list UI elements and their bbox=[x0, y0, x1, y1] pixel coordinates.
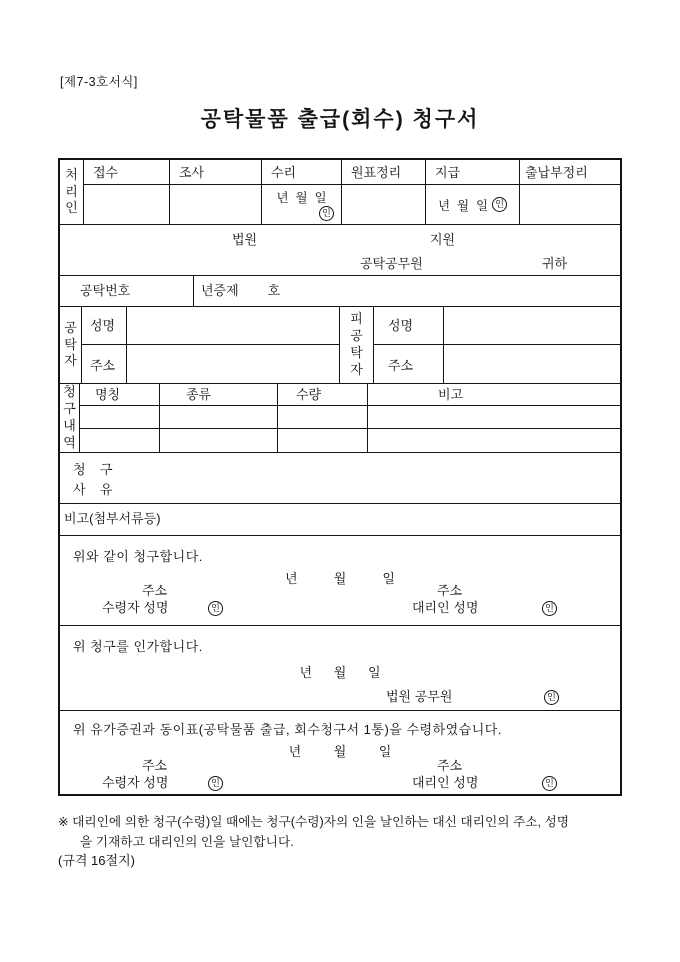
depositee-name-label: 성명 bbox=[374, 307, 443, 345]
request-date-line: 년 월 일 bbox=[285, 571, 395, 586]
processing-side-label: 처리인 bbox=[60, 160, 84, 224]
processing-header-review: 조사 bbox=[170, 160, 261, 185]
processing-cell-ledger bbox=[342, 185, 425, 224]
claim-cell-quantity bbox=[278, 406, 368, 428]
request-recipient-signature bbox=[102, 582, 223, 616]
receipt-recipient-signature bbox=[102, 757, 223, 791]
claim-reason-label-line2: 사 유 bbox=[73, 482, 113, 497]
receipt-statement: 위 유가증권과 동이표(공탁물품 출급, 회수청구서 1통)을 수령하였습니다. bbox=[73, 722, 502, 737]
branch-label: 지원 bbox=[430, 232, 456, 247]
recipient-addr-label: 주소 bbox=[142, 758, 168, 773]
payment-date-label: 년 월 일 bbox=[437, 198, 489, 213]
depositor-addr-cell bbox=[127, 345, 339, 383]
agent-addr-label: 주소 bbox=[437, 583, 463, 598]
claim-cell-name bbox=[80, 406, 160, 428]
claim-row bbox=[80, 406, 620, 429]
court-section bbox=[60, 224, 620, 275]
depositor-addr-label: 주소 bbox=[90, 357, 116, 373]
depositor-values bbox=[127, 307, 340, 383]
footnote-line2: 을 기재하고 대리인의 인을 날인합니다. bbox=[80, 835, 294, 849]
depositee-values bbox=[444, 307, 620, 383]
court-officer-label: 법원 공무원 bbox=[386, 689, 453, 704]
processing-header-receipt: 접수 bbox=[84, 160, 169, 185]
processing-col-acceptance bbox=[262, 160, 342, 224]
processing-cell-payment bbox=[426, 185, 519, 224]
claim-details-table bbox=[80, 384, 620, 452]
approval-date-line: 년 월 일 bbox=[299, 665, 381, 680]
processing-section bbox=[60, 160, 620, 224]
form-code-label: [제7-3호서식] bbox=[60, 75, 138, 89]
deposit-number-label: 공탁번호 bbox=[60, 276, 194, 306]
receipt-date-line: 년 월 일 bbox=[288, 744, 392, 759]
court-label: 법원 bbox=[232, 232, 258, 247]
depositee-label: 피공탁자 bbox=[340, 307, 374, 383]
request-agent-signature bbox=[412, 582, 557, 616]
deposit-officer-label: 공탁공무원 bbox=[360, 256, 423, 271]
depositor-label: 공탁자 bbox=[60, 307, 82, 383]
seal-icon: 인 bbox=[208, 776, 223, 791]
processing-col-ledger bbox=[342, 160, 426, 224]
request-section bbox=[60, 535, 620, 625]
claim-cell-kind bbox=[160, 406, 278, 428]
footnote bbox=[58, 812, 628, 852]
depositor-name-cell bbox=[127, 307, 339, 345]
claim-details-side-label: 청구내역 bbox=[60, 384, 80, 452]
processing-header-payment: 지급 bbox=[426, 160, 519, 185]
remarks-section bbox=[60, 503, 620, 535]
agent-name-label: 대리인 성명 bbox=[412, 775, 479, 790]
claim-details-header-row bbox=[80, 384, 620, 406]
honorific-label: 귀하 bbox=[542, 256, 568, 271]
depositee-field-labels bbox=[374, 307, 444, 383]
processing-cell-acceptance bbox=[262, 185, 341, 224]
agent-name-label: 대리인 성명 bbox=[412, 600, 479, 615]
page-title: 공탁물품 출급(회수) 청구서 bbox=[200, 108, 480, 131]
request-statement: 위와 같이 청구합니다. bbox=[73, 549, 203, 564]
court-officer-signature bbox=[386, 686, 559, 705]
seal-icon: 인 bbox=[208, 601, 223, 616]
deposit-number-value: 년증제 호 bbox=[201, 283, 281, 298]
seal-icon: 인 bbox=[492, 197, 507, 212]
recipient-name-label: 수령자 성명 bbox=[102, 600, 169, 615]
approval-statement: 위 청구를 인가합니다. bbox=[73, 639, 203, 654]
deposit-number-section bbox=[60, 275, 620, 306]
footnote-line1: ※ 대리인에 의한 청구(수령)일 때에는 청구(수령)자의 인을 날인하는 대신 대리인의 주소, 성명 bbox=[58, 815, 570, 829]
depositee-addr-cell bbox=[444, 345, 620, 383]
paper-spec-note: (규격 16절지) bbox=[58, 853, 135, 868]
recipient-name-label: 수령자 성명 bbox=[102, 775, 169, 790]
processing-header-cashbook: 출납부정리 bbox=[520, 160, 620, 185]
receipt-agent-signature bbox=[412, 757, 557, 791]
processing-header-acceptance: 수리 bbox=[262, 160, 341, 185]
acceptance-date-label: 년 월 일 bbox=[276, 190, 327, 205]
processing-col-review bbox=[170, 160, 262, 224]
seal-icon: 인 bbox=[544, 690, 559, 705]
claim-header-note: 비고 bbox=[438, 387, 464, 402]
depositor-field-labels bbox=[82, 307, 127, 383]
claim-header-quantity: 수량 bbox=[278, 384, 368, 405]
processing-col-payment bbox=[426, 160, 520, 224]
claim-header-kind: 종류 bbox=[160, 384, 278, 405]
claim-cell-note bbox=[368, 429, 620, 452]
depositee-addr-label: 주소 bbox=[388, 357, 414, 373]
claim-cell-quantity bbox=[278, 429, 368, 452]
claim-details-section bbox=[60, 383, 620, 452]
claim-cell-kind bbox=[160, 429, 278, 452]
claim-cell-name bbox=[80, 429, 160, 452]
processing-cell-receipt bbox=[84, 185, 169, 224]
form-table bbox=[58, 158, 622, 796]
seal-icon: 인 bbox=[542, 601, 557, 616]
processing-cell-cashbook bbox=[520, 185, 620, 224]
claim-header-name: 명칭 bbox=[80, 384, 160, 405]
claim-cell-note bbox=[368, 406, 620, 428]
parties-section bbox=[60, 306, 620, 383]
processing-cell-review bbox=[170, 185, 261, 224]
depositor-name-label: 성명 bbox=[82, 307, 126, 345]
processing-col-cashbook bbox=[520, 160, 620, 224]
agent-addr-label: 주소 bbox=[437, 758, 463, 773]
receipt-section bbox=[60, 710, 620, 794]
processing-col-receipt bbox=[84, 160, 170, 224]
claim-row bbox=[80, 429, 620, 452]
remarks-label: 비고(첨부서류등) bbox=[64, 511, 161, 526]
processing-header-ledger: 원표정리 bbox=[342, 160, 425, 185]
claim-reason-section bbox=[60, 452, 620, 503]
depositee-name-cell bbox=[444, 307, 620, 345]
approval-section bbox=[60, 625, 620, 710]
claim-reason-label-line1: 청 구 bbox=[73, 462, 113, 477]
seal-icon: 인 bbox=[542, 776, 557, 791]
recipient-addr-label: 주소 bbox=[142, 583, 168, 598]
seal-icon: 인 bbox=[319, 206, 334, 221]
